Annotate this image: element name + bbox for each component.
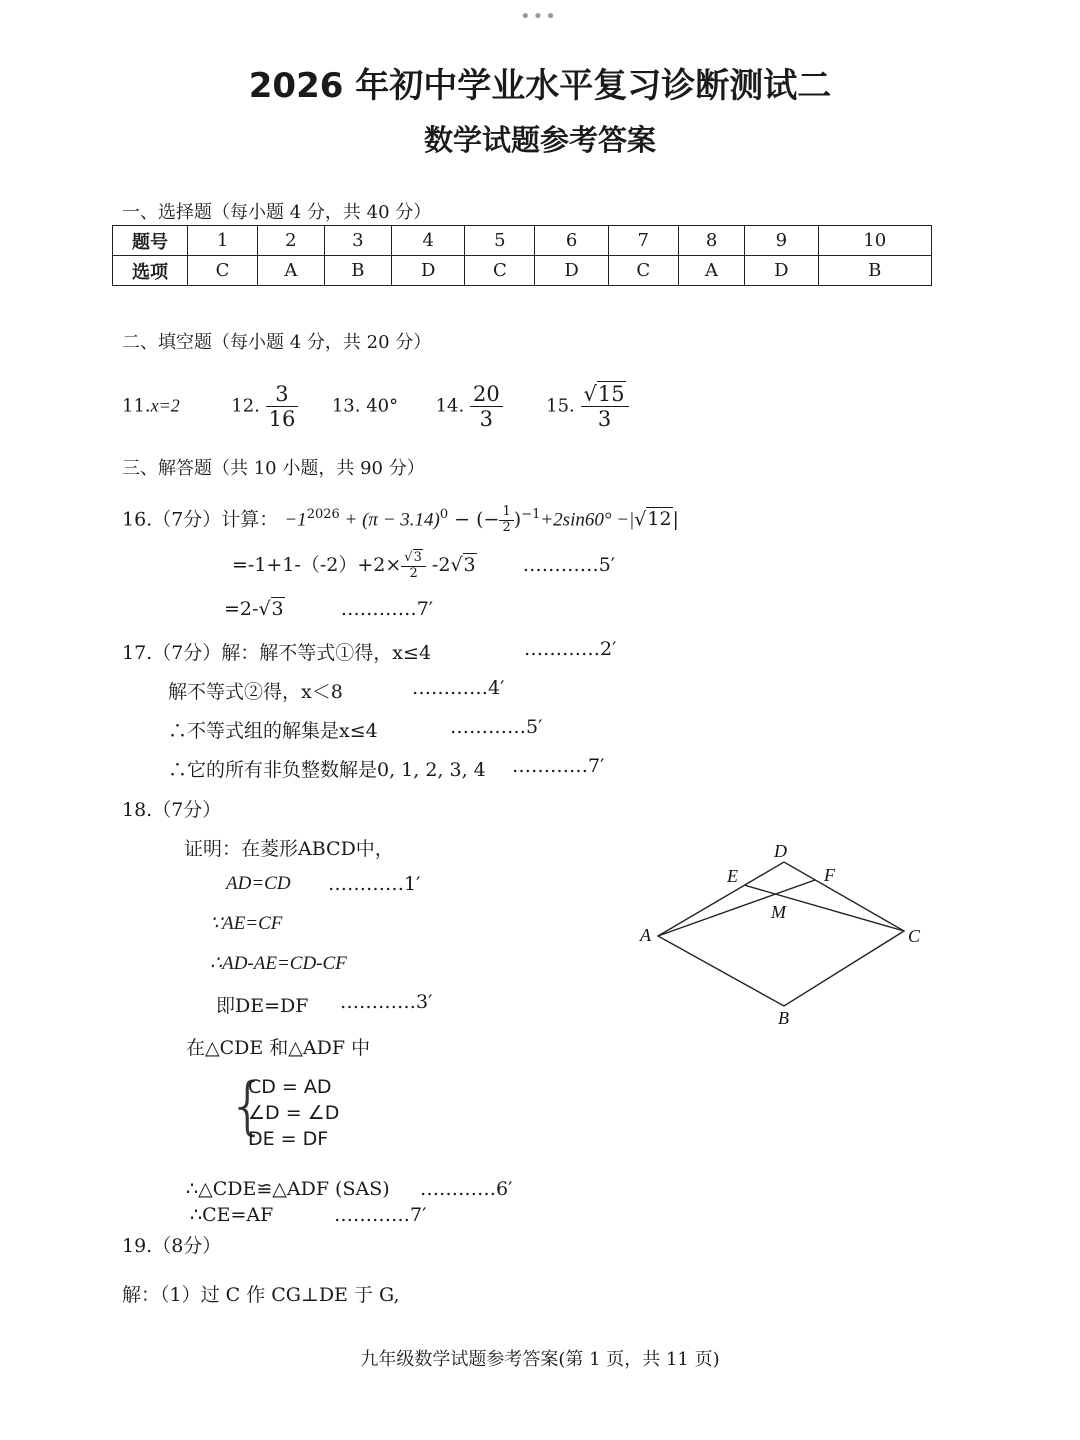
row-label-answer: 选项: [113, 256, 188, 286]
q18-label: 18.（7分）: [122, 799, 222, 821]
q19-label: 19.（8分）: [122, 1235, 222, 1257]
label-b: B: [778, 1008, 789, 1028]
rhombus-figure: [630, 838, 930, 1034]
table-row: [113, 256, 932, 286]
label-m: M: [771, 902, 786, 922]
equation-line: ∠D = ∠D: [248, 1102, 340, 1124]
table-cell: D: [392, 256, 465, 286]
table-cell: 9: [745, 226, 818, 256]
q15-fraction: $\frac{√15}{3}$: [581, 382, 629, 431]
table-cell: 5: [465, 226, 535, 256]
label-d: D: [774, 841, 787, 861]
equation-system: [248, 1074, 339, 1152]
q18-proof-line: 证明：在菱形ABCD中，: [184, 838, 394, 860]
equation-line: DE = DF: [248, 1128, 329, 1150]
page-footer: 九年级数学试题参考答案(第 1 页，共 11 页): [360, 1349, 720, 1370]
q18-proof-line: 在△CDE 和△ADF 中: [186, 1037, 371, 1059]
label-a: A: [640, 925, 651, 945]
q16-step2-score: …………7′: [340, 598, 434, 620]
table-cell: 4: [392, 226, 465, 256]
q13-number: 13.: [331, 395, 361, 417]
q16-step1: =-1+1-（-2）+2× $\frac{√3}{2}$ -2√3 …………5′: [232, 549, 616, 581]
q17-line3: ∴不等式组的解集是x≤4: [168, 720, 378, 742]
q18-proof-line: 即DE=DF: [216, 995, 309, 1017]
q18-proof-line: AD=CD: [226, 873, 291, 894]
table-cell: D: [535, 256, 608, 286]
q15-number: 15.: [546, 395, 575, 417]
q14-fraction: $\frac{20}{3}$: [470, 382, 503, 431]
row-label-number: 题号: [113, 226, 188, 256]
q16-label: 16.（7分）计算：: [122, 508, 279, 531]
table-cell: A: [258, 256, 324, 286]
q16-step1-score: …………5′: [522, 554, 616, 576]
q11-number: 11.: [122, 395, 151, 417]
label-f: F: [824, 865, 835, 885]
left-brace-icon: {: [228, 1069, 268, 1142]
segment-af: [658, 880, 815, 936]
q17-line2: 解不等式②得，x＜8: [168, 681, 343, 703]
label-e: E: [727, 866, 738, 886]
table-cell: 6: [535, 226, 608, 256]
q14-number: 14.: [435, 395, 465, 417]
q17-line3-score: …………5′: [450, 716, 543, 738]
q16-step2: =2-√3 …………7′: [224, 598, 434, 620]
q18-proof-line: ∴△CDE≌△ADF (SAS): [186, 1178, 390, 1200]
q16-expression: 16.（7分）计算： $-1^{2026} + (\pi - 3.14)^0$ − (− $\frac{1}{2}$ )$^{-1}$+2sin60° −|√12|: [122, 503, 679, 535]
q12-fraction: $\frac{3}{16}$: [266, 382, 299, 431]
table-cell: 7: [608, 226, 678, 256]
q11-answer: x=2: [150, 395, 180, 416]
equation-line: CD = AD: [248, 1076, 332, 1098]
table-cell: 8: [678, 226, 744, 256]
segment-ce: [744, 885, 904, 931]
label-c: C: [908, 926, 921, 946]
section3-heading: 三、解答题（共 10 小题，共 90 分）: [122, 458, 425, 479]
q13-answer: 40°: [366, 395, 399, 417]
choice-answer-table: [112, 225, 932, 286]
table-cell: C: [188, 256, 258, 286]
q18-proof-line: ∴CE=AF: [190, 1204, 274, 1226]
q18-score: …………6′: [420, 1178, 513, 1200]
table-cell: 10: [818, 226, 932, 256]
table-cell: B: [324, 256, 392, 286]
q12-number: 12.: [231, 395, 260, 417]
table-cell: C: [608, 256, 678, 286]
table-cell: B: [818, 256, 932, 286]
section1-heading: 一、选择题（每小题 4 分，共 40 分）: [122, 202, 432, 223]
q17-line4-score: …………7′: [512, 755, 605, 777]
q17-line2-score: …………4′: [412, 677, 505, 699]
q18-score: …………3′: [340, 991, 433, 1013]
q18-proof-line: ∵AE=CF: [210, 913, 283, 934]
table-cell: 1: [188, 226, 258, 256]
section2-heading: 二、填空题（每小题 4 分，共 20 分）: [122, 332, 432, 353]
fill-blank-answers: [122, 382, 629, 431]
q18-score: …………1′: [328, 873, 421, 895]
table-cell: D: [745, 256, 818, 286]
q17-line4: ∴它的所有非负整数解是0, 1, 2, 3, 4: [168, 759, 486, 781]
q19-line1: 解：（1）过 C 作 CG⊥DE 于 G,: [122, 1284, 400, 1306]
menu-dots-icon[interactable]: •••: [520, 6, 558, 27]
exam-title: 2026 年初中学业水平复习诊断测试二: [248, 66, 832, 106]
table-cell: C: [465, 256, 535, 286]
q18-score: …………7′: [334, 1204, 427, 1226]
q17-line1-score: …………2′: [524, 638, 617, 660]
exam-subtitle: 数学试题参考答案: [423, 123, 656, 157]
q17-line1: 17.（7分）解：解不等式①得，x≤4: [122, 642, 432, 664]
table-cell: 3: [324, 226, 392, 256]
rhombus-outline: [658, 862, 904, 1006]
table-cell: 2: [258, 226, 324, 256]
table-cell: A: [678, 256, 744, 286]
table-row: [113, 226, 932, 256]
q18-proof-line: ∴AD-AE=CD-CF: [210, 953, 347, 974]
